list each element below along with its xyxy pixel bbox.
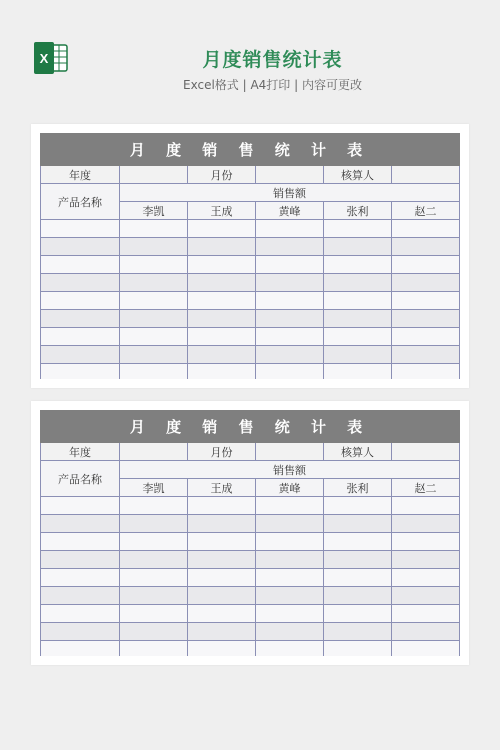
table-row (41, 533, 460, 551)
table-row (41, 587, 460, 605)
table-cell (392, 533, 460, 551)
table-row (41, 292, 460, 310)
sales-table (40, 133, 460, 379)
table-cell (188, 515, 256, 533)
table-cell (188, 346, 256, 364)
month-cell (256, 166, 324, 184)
table-cell (392, 551, 460, 569)
table-row (41, 515, 460, 533)
table-cell (188, 364, 256, 380)
table-cell (256, 605, 324, 623)
table-cell (324, 587, 392, 605)
table-cell (41, 605, 120, 623)
table-cell (256, 623, 324, 641)
year-label: 年度 (41, 166, 120, 184)
table-cell (392, 220, 460, 238)
page-header (0, 0, 500, 110)
year-cell (120, 166, 188, 184)
table-meta-row (41, 443, 460, 461)
table-cell (41, 310, 120, 328)
table-cell (120, 256, 188, 274)
person-header: 李凯 (120, 202, 188, 220)
table-cell (392, 328, 460, 346)
table-cell (256, 238, 324, 256)
table-cell (120, 623, 188, 641)
table-cell (392, 641, 460, 657)
table-cell (324, 292, 392, 310)
table-row (41, 346, 460, 364)
year-cell (120, 443, 188, 461)
table-cell (188, 497, 256, 515)
table-cell (392, 587, 460, 605)
person-header: 李凯 (120, 479, 188, 497)
table-cell (256, 515, 324, 533)
table-cell (324, 569, 392, 587)
table-cell (324, 274, 392, 292)
table-cell (392, 274, 460, 292)
table-cell (188, 256, 256, 274)
table-cell (188, 533, 256, 551)
table-cell (120, 533, 188, 551)
table-cell (324, 364, 392, 380)
table-cell (41, 533, 120, 551)
table-cell (41, 497, 120, 515)
table-meta-row (41, 166, 460, 184)
table-cell (256, 346, 324, 364)
table-row (41, 328, 460, 346)
table-cell (392, 346, 460, 364)
table-cell (392, 605, 460, 623)
table-cell (188, 605, 256, 623)
table-cell (188, 551, 256, 569)
table-cell (324, 533, 392, 551)
table-cell (392, 292, 460, 310)
table-cell (392, 497, 460, 515)
table-cell (188, 328, 256, 346)
table-cell (41, 274, 120, 292)
table-cell (256, 551, 324, 569)
table-cell (120, 220, 188, 238)
table-row (41, 641, 460, 657)
table-cell (188, 310, 256, 328)
table-row (41, 274, 460, 292)
table-cell (392, 256, 460, 274)
table-cell (120, 497, 188, 515)
table-row (41, 238, 460, 256)
table-cell (120, 364, 188, 380)
table-cell (41, 569, 120, 587)
table-cell (41, 515, 120, 533)
table-cell (256, 310, 324, 328)
table-cell (188, 641, 256, 657)
table-cell (41, 623, 120, 641)
sheet-preview-1 (31, 124, 469, 388)
person-header: 张利 (324, 202, 392, 220)
page-subtitle: Excel格式 | A4打印 | 内容可更改 (183, 78, 362, 92)
product-name-header: 产品名称 (41, 184, 120, 220)
table-cell (120, 328, 188, 346)
table-row (41, 623, 460, 641)
table-cell (256, 328, 324, 346)
table-cell (188, 274, 256, 292)
table-cell (41, 238, 120, 256)
table-cell (41, 551, 120, 569)
table-cell (188, 587, 256, 605)
table-cell (324, 238, 392, 256)
table-cell (256, 364, 324, 380)
table-cell (324, 641, 392, 657)
sales-header: 销售额 (120, 184, 460, 202)
table-cell (41, 328, 120, 346)
table-cell (392, 623, 460, 641)
table-cell (120, 274, 188, 292)
table-cell (256, 497, 324, 515)
table-cell (120, 587, 188, 605)
table-cell (188, 623, 256, 641)
table-cell (392, 569, 460, 587)
table-cell (324, 515, 392, 533)
table-cell (324, 310, 392, 328)
table-cell (324, 497, 392, 515)
month-label: 月份 (188, 166, 256, 184)
table-cell (120, 238, 188, 256)
table-cell (41, 256, 120, 274)
table-cell (188, 569, 256, 587)
table-cell (120, 569, 188, 587)
month-label: 月份 (188, 443, 256, 461)
table-cell (324, 346, 392, 364)
table-cell (188, 220, 256, 238)
table-cell (256, 533, 324, 551)
svg-text:X: X (39, 51, 49, 66)
table-cell (120, 605, 188, 623)
table-row (41, 605, 460, 623)
table-cell (324, 623, 392, 641)
accountant-label: 核算人 (324, 166, 392, 184)
table-cell (256, 569, 324, 587)
person-header: 黄峰 (256, 202, 324, 220)
table-row (41, 569, 460, 587)
page-title: 月度销售统计表 (202, 49, 343, 71)
year-label: 年度 (41, 443, 120, 461)
table-cell (120, 346, 188, 364)
table-row (41, 220, 460, 238)
table-cell (392, 515, 460, 533)
table-cell (41, 292, 120, 310)
table-cell (256, 587, 324, 605)
table-cell (256, 256, 324, 274)
person-header: 张利 (324, 479, 392, 497)
table-cell (324, 605, 392, 623)
table-cell (256, 292, 324, 310)
table-cell (41, 364, 120, 380)
person-header: 赵二 (392, 202, 460, 220)
table-cell (324, 551, 392, 569)
table-row (41, 256, 460, 274)
table-cell (41, 346, 120, 364)
product-name-header: 产品名称 (41, 461, 120, 497)
table-cell (41, 220, 120, 238)
table-cell (120, 551, 188, 569)
table-cell (392, 364, 460, 380)
table-cell (324, 256, 392, 274)
person-header: 王成 (188, 202, 256, 220)
table-row (41, 497, 460, 515)
table-cell (41, 587, 120, 605)
person-header: 赵二 (392, 479, 460, 497)
table-cell (41, 641, 120, 657)
table-cell (188, 238, 256, 256)
person-header: 王成 (188, 479, 256, 497)
table-cell (120, 515, 188, 533)
accountant-cell (392, 166, 460, 184)
sheet-preview-2 (31, 401, 469, 665)
accountant-cell (392, 443, 460, 461)
table-row (41, 364, 460, 380)
table-title: 月 度 销 售 统 计 表 (41, 411, 460, 443)
table-cell (120, 641, 188, 657)
table-cell (392, 310, 460, 328)
person-header: 黄峰 (256, 479, 324, 497)
month-cell (256, 443, 324, 461)
table-cell (324, 220, 392, 238)
table-row (41, 310, 460, 328)
table-cell (256, 641, 324, 657)
table-row (41, 551, 460, 569)
sales-table (40, 410, 460, 656)
table-cell (120, 310, 188, 328)
table-cell (392, 238, 460, 256)
table-cell (120, 292, 188, 310)
table-cell (256, 274, 324, 292)
table-title: 月 度 销 售 统 计 表 (41, 134, 460, 166)
table-cell (256, 220, 324, 238)
table-cell (188, 292, 256, 310)
accountant-label: 核算人 (324, 443, 392, 461)
sales-header: 销售额 (120, 461, 460, 479)
table-cell (324, 328, 392, 346)
